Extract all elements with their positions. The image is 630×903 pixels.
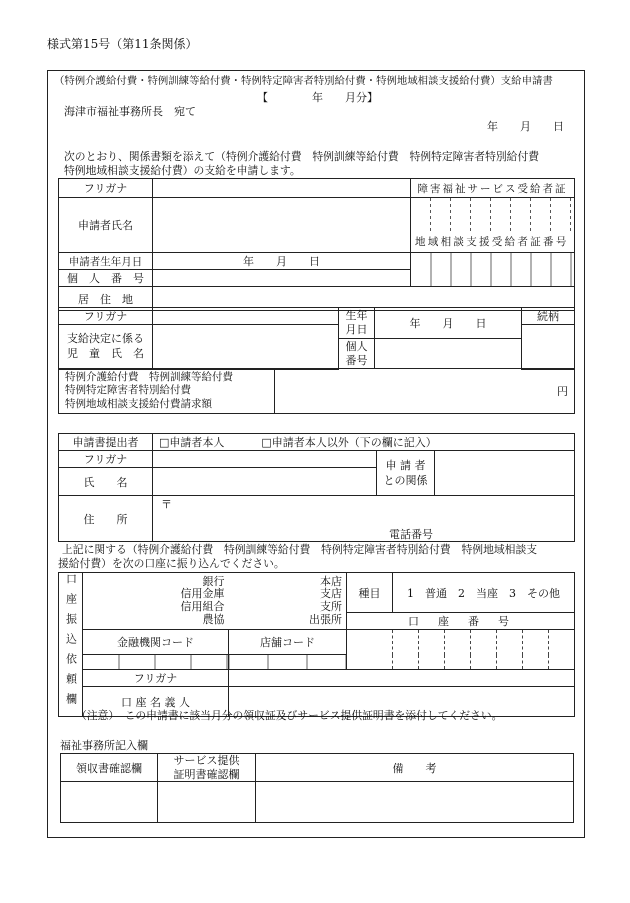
submitter-relation-field[interactable]	[435, 451, 575, 496]
bank-type-cell[interactable]	[83, 573, 229, 630]
account-digit-5[interactable]	[471, 630, 497, 670]
account-digit-6[interactable]	[497, 630, 523, 670]
office-table	[60, 753, 574, 823]
service-cert-check-label	[158, 754, 256, 782]
claim-label	[59, 369, 275, 414]
receipt-check-field[interactable]	[61, 782, 158, 823]
child-number-label-1: 個人	[345, 339, 368, 353]
branch-type-4: 出張所	[309, 612, 342, 626]
submitter-furigana-label: フリガナ	[59, 451, 153, 468]
postal-mark: 〒	[161, 498, 172, 511]
applicant-name-field[interactable]	[153, 198, 411, 253]
phone-label: 電話番号	[389, 528, 433, 541]
holder-furigana-field[interactable]	[229, 670, 575, 687]
child-birth-label-2: 月日	[345, 323, 368, 336]
child-name-label-1: 支給決定に係る	[67, 332, 144, 346]
service-cert-number-boxes[interactable]	[411, 198, 575, 253]
submitter-other-checkbox[interactable]: □申請者本人以外（下の欄に記入）	[261, 436, 437, 449]
relation-field[interactable]	[522, 325, 575, 370]
submitter-address-label: 住 所	[59, 496, 153, 542]
claim-label-1: 特例介護給付費 特例訓練等給付費	[65, 371, 233, 384]
applicant-furigana-label: フリガナ	[59, 179, 153, 198]
application-date: 年 月 日	[487, 120, 564, 133]
bank-type-1: 銀行	[202, 574, 225, 588]
holder-furigana-label: フリガナ	[83, 670, 229, 687]
holder-label: 口 座 名 義 人	[83, 687, 229, 717]
claim-amount-field[interactable]	[275, 369, 575, 414]
bank-type-4: 農協	[202, 612, 225, 626]
submitter-self-checkbox[interactable]: □申請者本人	[159, 436, 225, 449]
branch-code-boxes[interactable]	[229, 655, 347, 670]
consult-cert-label: 地域相談支援受給者証番号	[415, 236, 569, 248]
child-name-label-2: 児 童 氏 名	[67, 346, 144, 360]
yen-unit: 円	[557, 385, 568, 398]
claim-label-2: 特例特定障害者特別給付費	[65, 384, 191, 397]
bank-type-3: 信用組合	[180, 600, 225, 613]
service-cert-check-label-1: サービス提供	[173, 754, 240, 768]
mynumber-label: 個 人 番 号	[59, 270, 153, 287]
bank-type-2: 信用金庫	[180, 587, 225, 601]
child-furigana-field[interactable]	[153, 308, 339, 325]
submitter-relation-label-2: との関係	[383, 474, 428, 487]
form-title: （特例介護給付費・特例訓練等給付費・特例特定障害者特別給付費・特例地域相談支援給付費）支給申請書	[54, 75, 553, 87]
submitter-name-label: 氏 名	[59, 468, 153, 496]
applicant-table	[58, 178, 575, 311]
branch-type-3: 支所	[320, 600, 342, 613]
child-birth-field[interactable]: 年 月 日	[375, 308, 522, 339]
account-digit-1[interactable]	[347, 630, 393, 670]
child-furigana-label: フリガナ	[59, 308, 153, 325]
branch-code-label: 店舗コード	[229, 630, 347, 655]
account-digit-2[interactable]	[393, 630, 419, 670]
service-cert-label: 障害福祉サービス受給者証	[411, 179, 575, 198]
claim-table	[58, 368, 575, 414]
bank-table	[58, 572, 575, 717]
service-cert-check-field[interactable]	[158, 782, 256, 823]
branch-type-cell[interactable]	[229, 573, 347, 630]
account-digit-8[interactable]	[549, 630, 575, 670]
transfer-text-2: 援給付費）を次の口座に振り込んでください。	[58, 557, 285, 570]
relation-label: 続柄	[522, 308, 575, 325]
receipt-check-label: 領収書確認欄	[61, 754, 158, 782]
intro-text-2: 特例地域相談支援給付費）の支給を申請します。	[64, 164, 301, 177]
child-birth-label	[339, 308, 375, 339]
branch-type-1: 本店	[320, 574, 342, 588]
submitter-options	[153, 434, 575, 451]
remarks-label: 備 考	[256, 754, 574, 782]
bank-side-label-text: 口座振込依頼欄	[64, 573, 78, 713]
submitter-relation-label-1: 申 請 者	[385, 458, 426, 472]
mynumber-field[interactable]	[153, 270, 411, 287]
account-number-label: 口 座 番 号	[347, 613, 575, 630]
submitter-furigana-field[interactable]	[153, 451, 377, 468]
child-number-field[interactable]	[375, 339, 522, 369]
addressee: 海津市福祉事務所長 宛て	[64, 105, 196, 118]
account-digit-7[interactable]	[523, 630, 549, 670]
inst-code-boxes[interactable]	[83, 655, 229, 670]
service-cert-check-label-2: 証明書確認欄	[173, 767, 240, 781]
applicant-name-label: 申請者氏名	[59, 198, 153, 253]
applicant-birth-label: 申請者生年月日	[59, 253, 153, 270]
remarks-field[interactable]	[256, 782, 574, 823]
child-table	[58, 307, 575, 370]
submitter-relation-label	[377, 451, 435, 496]
address-label: 居 住 地	[59, 287, 153, 311]
child-number-label-2: 番号	[345, 353, 368, 367]
bank-side-label	[59, 573, 83, 717]
account-digit-4[interactable]	[445, 630, 471, 670]
claim-label-3: 特例地域相談支援給付費請求額	[65, 397, 212, 410]
submitter-name-field[interactable]	[153, 468, 377, 496]
submitter-table	[58, 433, 575, 542]
applicant-birth-field[interactable]: 年 月 日	[153, 253, 411, 270]
child-number-label	[339, 339, 375, 369]
consult-cert-number-boxes[interactable]	[411, 253, 575, 287]
child-name-label	[59, 325, 153, 370]
child-name-field[interactable]	[153, 325, 339, 370]
account-digit-3[interactable]	[419, 630, 445, 670]
office-heading: 福祉事務所記入欄	[60, 739, 148, 752]
form-number: 様式第15号（第11条関係）	[47, 37, 198, 51]
intro-text-1: 次のとおり、関係書類を添えて（特例介護給付費 特例訓練等給付費 特例特定障害者特別給付費	[64, 150, 540, 163]
applicant-furigana-field[interactable]	[153, 179, 411, 198]
transfer-text-1: 上記に関する（特例介護給付費 特例訓練等給付費 特例特定障害者特別給付費 特例地域相談支	[62, 543, 538, 556]
submitter-address-field[interactable]	[153, 496, 575, 542]
branch-type-2: 支店	[320, 587, 342, 601]
form-title-month: 【 年 月分】	[257, 91, 378, 104]
child-birth-label-1: 生年	[345, 309, 368, 323]
account-kind-options[interactable]: 1 普通 2 当座 3 その他	[393, 573, 575, 613]
inst-code-label: 金融機関コード	[83, 630, 229, 655]
attachment-note: （注意） この申請書に該当月分の領収証及びサービス提供証明書を添付してください。	[76, 709, 503, 722]
submitter-label: 申請書提出者	[59, 434, 153, 451]
account-kind-label: 種目	[347, 573, 393, 613]
